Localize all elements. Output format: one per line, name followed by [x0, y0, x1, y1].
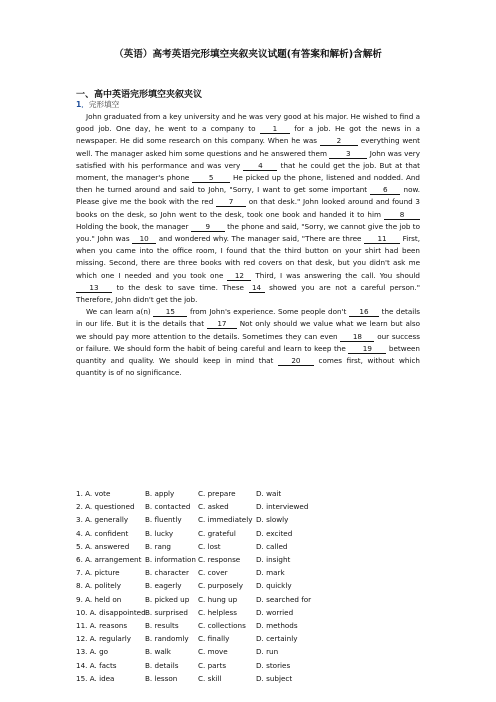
blank-2: 2	[320, 136, 358, 146]
option-b: B. character	[145, 568, 189, 578]
option-b: B. walk	[145, 647, 171, 657]
blank-6: 6	[370, 185, 400, 195]
option-row	[76, 579, 420, 592]
option-c: C. skill	[198, 673, 222, 683]
blank-7: 7	[216, 197, 246, 207]
option-row	[76, 553, 420, 566]
option-c: C. grateful	[198, 528, 236, 538]
option-row	[76, 645, 420, 658]
blank-3: 3	[329, 149, 367, 159]
option-d: D. insight	[256, 555, 291, 565]
option-d: D. subject	[256, 673, 293, 683]
blank-16: 16	[349, 307, 379, 317]
option-b: B. randomly	[145, 634, 189, 644]
option-d: D. run	[256, 647, 279, 657]
blank-17: 17	[207, 319, 237, 329]
option-a: 7. A. picture	[76, 568, 120, 578]
option-d: D. wait	[256, 489, 282, 499]
blank-4: 4	[243, 161, 277, 171]
blank-11: 11	[364, 234, 400, 244]
options-list	[76, 487, 420, 685]
option-a: 4. A. confident	[76, 528, 129, 538]
option-d: D. interviewed	[256, 502, 309, 512]
option-b: B. details	[145, 660, 179, 670]
option-d: D. quickly	[256, 581, 292, 591]
option-c: C. immediately	[198, 515, 253, 525]
option-c: C. purposely	[198, 581, 244, 591]
option-b: B. surprised	[145, 607, 188, 617]
option-a: 6. A. arrangement	[76, 555, 142, 565]
question-heading	[76, 99, 119, 110]
option-a: 13. A. go	[76, 647, 109, 657]
option-b: B. results	[145, 620, 179, 630]
question-number: 1．	[76, 100, 89, 109]
option-row	[76, 658, 420, 671]
option-row	[76, 540, 420, 553]
option-a: 11. A. reasons	[76, 620, 128, 630]
option-d: D. searched for	[256, 594, 312, 604]
document-title: （英语）高考英语完形填空夹叙夹议试题(有答案和解析)含解析	[114, 49, 382, 60]
option-row	[76, 500, 420, 513]
option-row	[76, 606, 420, 619]
blank-12: 12	[227, 271, 251, 281]
option-b: B. rang	[145, 541, 171, 551]
section-heading: 一、高中英语完形填空夹叙夹议	[76, 90, 203, 100]
blank-18: 18	[340, 332, 374, 342]
option-d: D. stories	[256, 660, 291, 670]
option-c: C. response	[198, 555, 241, 565]
blank-19: 19	[348, 344, 386, 354]
option-d: D. methods	[256, 620, 298, 630]
option-c: C. helpless	[198, 607, 238, 617]
option-a: 3. A. generally	[76, 515, 129, 525]
option-row	[76, 513, 420, 526]
option-c: C. move	[198, 647, 228, 657]
question-type: 完形填空	[88, 100, 120, 109]
blank-9: 9	[191, 222, 225, 232]
option-d: D. mark	[256, 568, 285, 578]
option-a: 10. A. disappointed	[76, 607, 146, 617]
option-a: 2. A. questioned	[76, 502, 135, 512]
option-d: D. slowly	[256, 515, 289, 525]
option-b: B. information	[145, 555, 196, 565]
option-b: B. picked up	[145, 594, 190, 604]
option-b: B. eagerly	[145, 581, 182, 591]
option-a: 9. A. held on	[76, 594, 122, 604]
option-row	[76, 566, 420, 579]
option-c: C. hung up	[198, 594, 238, 604]
option-a: 14. A. facts	[76, 660, 117, 670]
option-row	[76, 487, 420, 500]
option-b: B. lucky	[145, 528, 174, 538]
blank-10: 10	[132, 234, 156, 244]
option-row	[76, 672, 420, 685]
option-row	[76, 632, 420, 645]
blank-1: 1	[260, 124, 290, 134]
option-row	[76, 619, 420, 632]
blank-13: 13	[76, 283, 112, 293]
option-a: 1. A. vote	[76, 489, 111, 499]
option-b: B. lesson	[145, 673, 178, 683]
passage	[76, 111, 420, 379]
option-d: D. certainly	[256, 634, 298, 644]
blank-8: 8	[384, 210, 420, 220]
option-b: B. contacted	[145, 502, 191, 512]
option-c: C. cover	[198, 568, 228, 578]
option-c: C. finally	[198, 634, 230, 644]
option-c: C. collections	[198, 620, 246, 630]
blank-14: 14	[249, 283, 265, 293]
option-b: B. fluently	[145, 515, 182, 525]
passage-paragraph: John graduated from a key university and he was very good at his major. He wished to find a good job. One day, he went to a company to 1 for a job. He got the news in a newspaper. He did some research on this company. When he was 2 everything went well. The manager asked him some questions and he answered them 3 John was very satisfied with his performance and was very 4 that he could get the job. But at that moment, the manager's phone 5 He picked up the phone, listened and nodded. And then he turned around and said to John, "Sorry, I want to get some important 6 now. Please give me the book with the red 7 on that desk." John looked around and found 3 books on the desk, so John went to the desk, took one book and handed it to him 8 Holding the book, the manager 9 the phone and said, "Sorry, we cannot give the job to you." John was 10 and wondered why. The manager said, "There are three 11 First, when you came into the office room, I found that the third button on your shirt had been missing. Second, there are three books with red covers on that desk, but you didn't ask me which one I needed and you took one 12 Third, I was answering the call. You should 13 to the desk to save time. These 14 showed you are not a careful person." Therefore, John didn't get the job.	[76, 112, 421, 305]
option-a: 12. A. regularly	[76, 634, 132, 644]
option-d: D. excited	[256, 528, 293, 538]
option-c: C. lost	[198, 541, 221, 551]
option-c: C. asked	[198, 502, 229, 512]
option-a: 8. A. politely	[76, 581, 121, 591]
option-b: B. apply	[145, 489, 175, 499]
option-d: D. worried	[256, 607, 294, 617]
blank-5: 5	[192, 173, 230, 183]
option-row	[76, 593, 420, 606]
blank-20: 20	[278, 356, 314, 366]
passage-paragraph: We can learn a(n) 15 from John's experience. Some people don't 16 the details in our life. But it is the details that 17 Not only should we value what we learn but also we should pay more attention to the details. Sometimes they can even 18 our success or failure. We should form the habit of being careful and learn to keep the 19 between quantity and quality. We should keep in mind that 20 comes first, without which quantity is of no significance.	[76, 307, 421, 378]
option-d: D. called	[256, 541, 288, 551]
option-row	[76, 527, 420, 540]
option-c: C. parts	[198, 660, 227, 670]
option-c: C. prepare	[198, 489, 236, 499]
option-a: 15. A. idea	[76, 673, 115, 683]
option-a: 5. A. answered	[76, 541, 130, 551]
blank-15: 15	[153, 307, 187, 317]
